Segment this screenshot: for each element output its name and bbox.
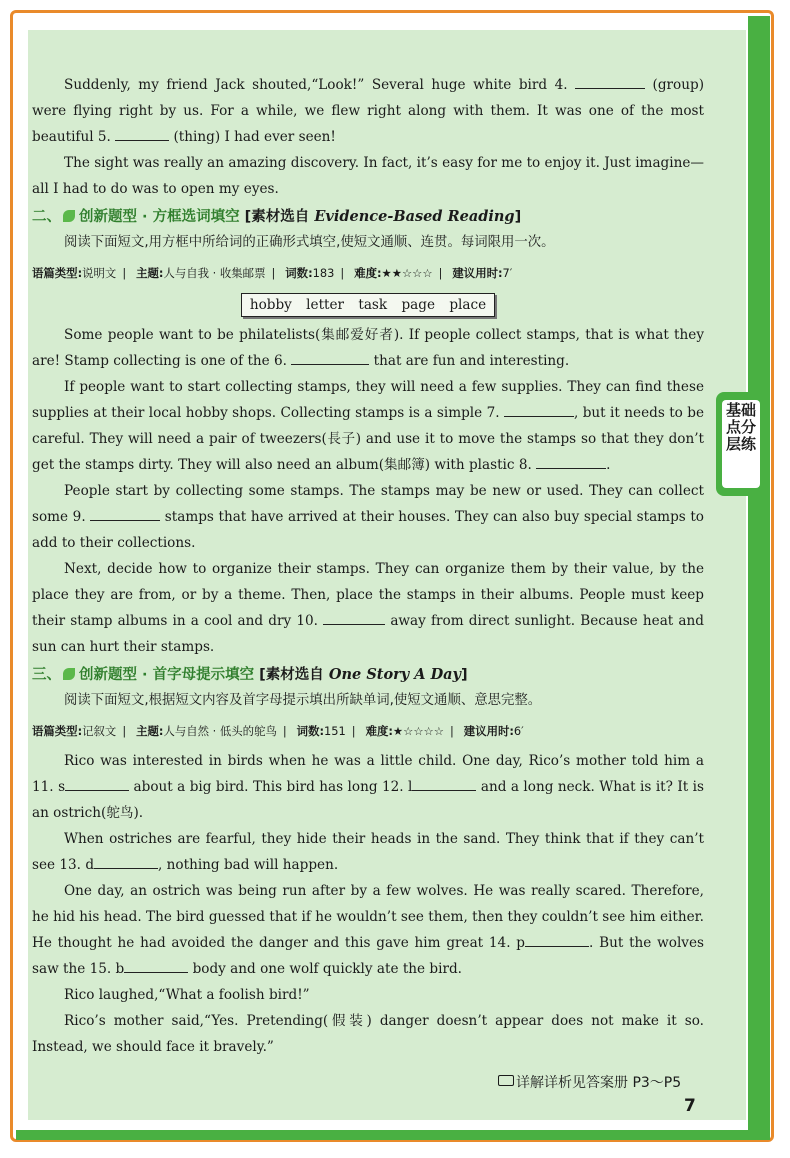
meta-label: 词数: (296, 724, 325, 738)
blank-14[interactable] (525, 930, 589, 947)
side-tab-label: 基础点分层练 (722, 400, 760, 488)
meta-value: 7′ (502, 266, 513, 280)
blank-12[interactable] (412, 774, 476, 791)
blank-4[interactable] (575, 72, 645, 89)
section3-paragraph-5: Rico’s mother said,“Yes. Pretending(假装) danger doesn’t appear does not make it so. Instead, we should face it bravely.” (32, 1013, 704, 1055)
meta-value: 183 (312, 266, 335, 280)
answer-reference (498, 1072, 681, 1092)
meta-label: 建议用时: (463, 724, 514, 738)
section-source (259, 667, 467, 683)
section3-paragraph-4: Rico laughed,“What a foolish bird!” (64, 987, 310, 1003)
difficulty-stars: ★☆☆☆☆ (392, 724, 444, 738)
side-tab (716, 392, 770, 496)
text: about a big bird. This bird has long 12. l (133, 779, 413, 795)
section2-meta: 语篇类型:说明文 | 主题:人与自我 · 收集邮票 | 词数:183 | 难度:★★☆☆☆ | 建议用时:7′ (32, 266, 513, 280)
blank-8[interactable] (536, 452, 606, 469)
section2-instruction: 阅读下面短文,用方框中所给词的正确形式填空,使短文通顺、连贯。每词限用一次。 (64, 235, 555, 250)
section-number: 三、 (32, 667, 61, 683)
blank-11[interactable] (65, 774, 129, 791)
meta-value: 151 (324, 724, 346, 738)
meta-value: 人与自我 · 收集邮票 (163, 266, 266, 280)
meta-label: 难度: (365, 724, 393, 738)
page-content (32, 72, 704, 1060)
section3-instruction: 阅读下面短文,根据短文内容及首字母提示填出所缺单词,使短文通顺、意思完整。 (64, 693, 542, 708)
text: If people want to start collecting stamps, they will need a few supplies. They can find these supplies at their local hobby shops. Collecting stamps is a simple 7. (32, 379, 704, 421)
meta-label: 主题: (136, 266, 164, 280)
meta-label: 语篇类型: (32, 724, 83, 738)
section3-paragraph-1 (32, 748, 704, 826)
source-name: Evidence-Based Reading (314, 208, 515, 225)
meta-label: 难度: (354, 266, 382, 280)
meta-value: 记叙文 (82, 724, 117, 738)
text: One day, an ostrich was being run after by a few wolves. He was really scared. Therefore, he hid his head. The bird guessed that if he wouldn’t see them, then they couldn’t see him either. He thought he had avoided the danger and this gave him great 14. p (32, 883, 704, 951)
text: Rico was interested in birds when he was a little child. One day, Rico’s mother told him a 11. s (32, 753, 704, 795)
text: , nothing bad will happen. (158, 857, 339, 873)
text: that are fun and interesting. (373, 353, 570, 369)
meta-label: 语篇类型: (32, 266, 83, 280)
green-edge-bottom (16, 1130, 770, 1140)
answer-reference-text: 详解详析见答案册 P3～P5 (516, 1075, 682, 1091)
source-name: One Story A Day (328, 666, 461, 683)
source-prefix: [素材选自 (259, 667, 324, 683)
pointing-hand-icon (498, 1075, 514, 1086)
text: away from direct sunlight. Because heat and sun can hurt their stamps. (32, 613, 704, 655)
section3-paragraph-2 (32, 826, 704, 878)
meta-value: 6′ (513, 724, 524, 738)
text: stamps that have arrived at their houses. They can also buy special stamps to add to their collections. (32, 509, 704, 551)
text: When ostriches are fearful, they hide their heads in the sand. They think that if they can’t see 13. d (32, 831, 704, 873)
section-title: 创新题型 · 方框选词填空 (79, 209, 240, 225)
section2-paragraph-1 (32, 322, 704, 374)
text: , but it needs to be careful. They will need a pair of tweezers(長子) and use it to move the stamps so that they don’t get the stamps dirty. They will also need an album(集邮簿) with plastic 8. (32, 405, 705, 473)
passage1-paragraph-1 (32, 72, 704, 150)
section2-heading (32, 204, 704, 230)
meta-value: 说明文 (82, 266, 117, 280)
blank-13[interactable] (94, 852, 158, 869)
source-suffix: ] (460, 667, 468, 683)
section-title: 创新题型 · 首字母提示填空 (79, 667, 255, 683)
meta-value: 人与自然 · 低头的鸵鸟 (163, 724, 277, 738)
text: (thing) I had ever seen! (173, 129, 336, 145)
section2-paragraph-3 (32, 478, 704, 556)
difficulty-stars: ★★☆☆☆ (381, 266, 433, 280)
text: Some people want to be philatelists(集邮爱好者). If people collect stamps, that is what they are! Stamp collecting is one of the 6. (32, 327, 704, 369)
meta-label: 主题: (136, 724, 164, 738)
page-number: 7 (684, 1096, 696, 1116)
leaf-icon (63, 210, 75, 222)
source-suffix: ] (514, 209, 522, 225)
text: . (606, 457, 611, 473)
blank-15[interactable] (124, 956, 188, 973)
section3-heading (32, 662, 704, 688)
blank-10[interactable] (323, 608, 385, 625)
meta-label: 词数: (285, 266, 313, 280)
blank-7[interactable] (504, 400, 574, 417)
text: People start by collecting some stamps. The stamps may be new or used. They can collect some 9. (32, 483, 704, 525)
passage1-paragraph-2: The sight was really an amazing discovery. In fact, it’s easy for me to enjoy it. Just imagine—all I had to do was to open my eyes. (32, 155, 704, 197)
text: Suddenly, my friend Jack shouted,“Look!” Several huge white bird 4. (64, 77, 568, 93)
word-box-wrap (32, 292, 704, 318)
text: body and one wolf quickly ate the bird. (192, 961, 462, 977)
green-edge-right (748, 16, 770, 1140)
section3-paragraph-3 (32, 878, 704, 982)
source-prefix: [素材选自 (244, 209, 310, 225)
leaf-icon (63, 668, 75, 680)
blank-5[interactable] (115, 124, 169, 141)
text: (group) were flying right by us. For a while, we flew right along with them. It was one of the most beautiful 5. (32, 77, 704, 145)
section2-paragraph-4 (32, 556, 704, 660)
meta-label: 建议用时: (452, 266, 503, 280)
text: Next, decide how to organize their stamps. They can organize them by their value, by the place they are from, or by a theme. Then, place the stamps in their albums. People must keep their stamp albums in a cool and dry 10. (32, 561, 704, 629)
section-source (245, 209, 522, 225)
text: . But the wolves saw the 15. b (32, 935, 704, 977)
section2-paragraph-2 (32, 374, 704, 478)
word-box: hobby letter task page place (241, 293, 495, 317)
section3-meta: 语篇类型:记叙文 | 主题:人与自然 · 低头的鸵鸟 | 词数:151 | 难度:★☆☆☆☆ | 建议用时:6′ (32, 724, 524, 738)
blank-9[interactable] (90, 504, 160, 521)
text: and a long neck. What is it? It is an ostrich(鸵鸟). (32, 779, 704, 821)
blank-6[interactable] (291, 348, 369, 365)
section-number: 二、 (32, 209, 61, 225)
